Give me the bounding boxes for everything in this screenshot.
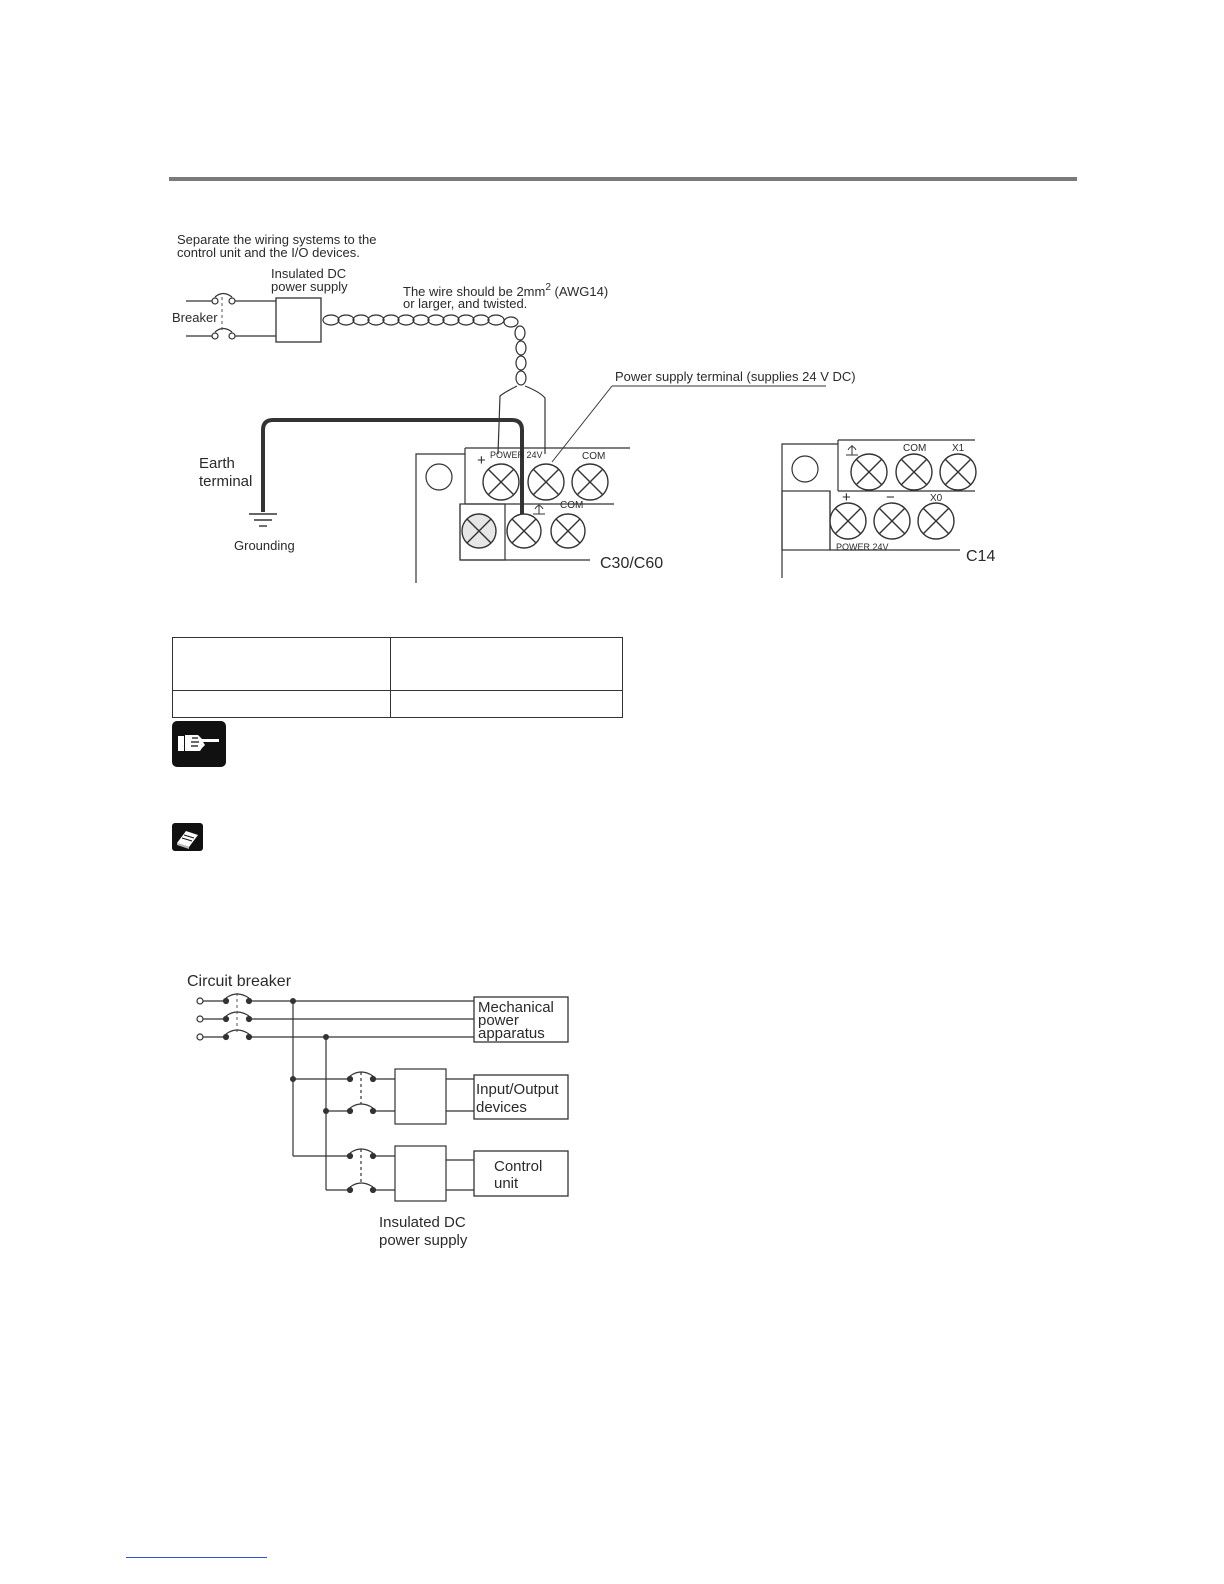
insulated-dc-label-line2: power supply [379, 1232, 468, 1249]
ground-symbol [249, 514, 277, 526]
power-terminal-label: Power supply terminal (supplies 24 V DC) [615, 369, 856, 384]
table-cell [173, 691, 391, 718]
c14-model-label: C14 [966, 548, 996, 565]
c14-ground-mark [846, 445, 858, 455]
breaker-diagram [0, 965, 1224, 1255]
psu-box-control [395, 1146, 446, 1201]
spec-table [172, 637, 623, 718]
circuit-breaker-label: Circuit breaker [187, 973, 292, 990]
branch-breaker-io [348, 1072, 396, 1114]
c14-x1: X1 [952, 443, 965, 454]
table-cell [391, 691, 623, 718]
mech-line3: apparatus [478, 1025, 545, 1042]
table-cell [173, 638, 391, 691]
earth-label-line2: terminal [199, 473, 253, 490]
breaker-label: Breaker [172, 310, 218, 325]
c14-x0: X0 [930, 493, 943, 504]
c30-terminal-screws [462, 464, 608, 548]
insulated-dc-box [276, 298, 321, 342]
pointing-hand-icon [172, 721, 226, 767]
c30-plus: + [477, 452, 486, 469]
c14-minus: − [886, 489, 895, 506]
table-cell [391, 638, 623, 691]
separate-note-line1: Separate the wiring systems to the [177, 232, 377, 247]
io-line1: Input/Output [476, 1081, 559, 1098]
c30-c60-model-label: C30/C60 [600, 555, 664, 572]
psu-box-io [395, 1069, 446, 1124]
c30-ground-mark [533, 504, 545, 514]
wire-note-line1: The wire should be $2mm^2$ (AWG14) [403, 282, 609, 299]
c14-power-24v: POWER 24V [836, 542, 889, 552]
table-row [173, 691, 623, 718]
c30-power-24v: POWER 24V [490, 450, 543, 460]
twisted-wire [323, 315, 545, 454]
insulated-dc-line2: power supply [271, 279, 348, 294]
io-line2: devices [476, 1099, 527, 1116]
three-phase-breaker [197, 994, 252, 1040]
book-icon [172, 823, 203, 851]
c14-terminal-screws [830, 454, 976, 539]
c30-com-bottom: COM [560, 500, 584, 511]
grounding-label: Grounding [234, 538, 295, 553]
breaker-switch-top [186, 294, 276, 305]
wiring-figure [0, 220, 1224, 590]
c30-com-top: COM [582, 451, 606, 462]
c14-plus: + [842, 489, 851, 506]
insulated-dc-label-line1: Insulated DC [379, 1214, 466, 1231]
insulated-dc-line1: Insulated DC [271, 266, 347, 281]
control-line1: Control [494, 1158, 543, 1175]
junction-dots [290, 998, 329, 1114]
control-line2: unit [494, 1175, 519, 1192]
header-rule [169, 177, 1077, 181]
table-row [173, 638, 623, 691]
wire-note-line2: or larger, and twisted. [403, 296, 528, 311]
c14-com: COM [903, 443, 927, 454]
footer-link-underline[interactable] [126, 1557, 267, 1558]
mech-line2: power [478, 1012, 519, 1029]
earth-label-line1: Earth [199, 455, 235, 472]
breaker-switch-bottom [186, 329, 276, 340]
mech-line1: Mechanical [478, 999, 554, 1016]
branch-breaker-control [348, 1149, 396, 1193]
separate-note-line2: control unit and the I/O devices. [177, 245, 360, 260]
